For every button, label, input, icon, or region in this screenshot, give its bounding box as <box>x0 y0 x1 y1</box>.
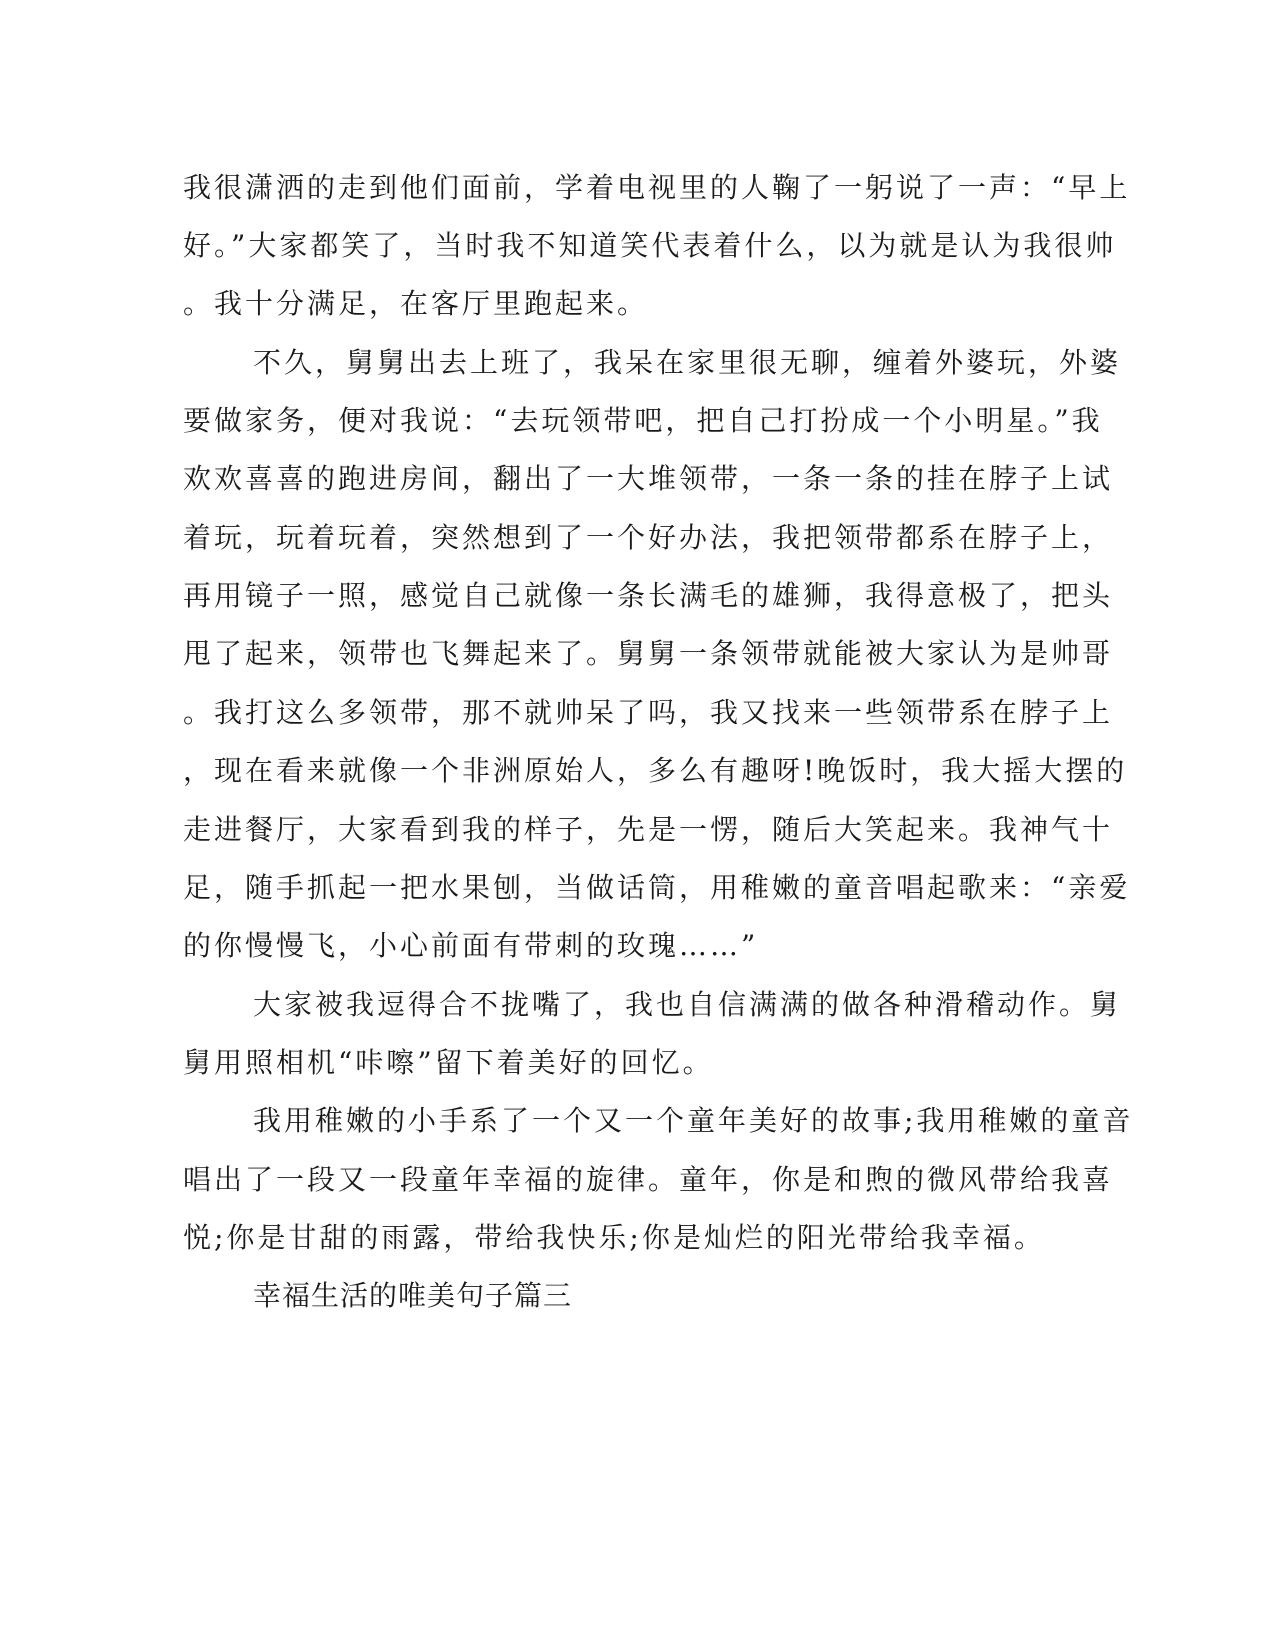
text-line: 。我十分满足，在客厅里跑起来。 <box>183 287 649 320</box>
text-line: 要做家务，便对我说：“去玩领带吧，把自己打扮成一个小明星。”我 <box>183 404 1103 437</box>
text-line: 着玩，玩着玩着，突然想到了一个好办法，我把领带都系在脖子上， <box>183 521 1114 554</box>
section-heading: 幸福生活的唯美句子篇三 <box>253 1279 573 1312</box>
text-line: 甩了起来，领带也飞舞起来了。舅舅一条领带就能被大家认为是帅哥 <box>183 637 1114 670</box>
text-line: ，现在看来就像一个非洲原始人，多么有趣呀!晚饭时，我大摇大摆的 <box>183 754 1128 787</box>
text-line: 欢欢喜喜的跑进房间，翻出了一大堆领带，一条一条的挂在脖子上试 <box>183 462 1114 495</box>
text-line: 我很潇洒的走到他们面前，学着电视里的人鞠了一躬说了一声：“早上 <box>183 171 1131 204</box>
paragraph-first-line: 大家被我逗得合不拢嘴了，我也自信满满的做各种滑稽动作。舅 <box>253 988 1122 1021</box>
text-line: 足，随手抓起一把水果刨，当做话筒，用稚嫩的童音唱起歌来：“亲爱 <box>183 871 1131 904</box>
paragraph-first-line: 我用稚嫩的小手系了一个又一个童年美好的故事;我用稚嫩的童音 <box>253 1104 1134 1137</box>
text-line: 走进餐厅，大家看到我的样子，先是一愣，随后大笑起来。我神气十 <box>183 813 1114 846</box>
text-line: 好。”大家都笑了，当时我不知道笑代表着什么，以为就是认为我很帅 <box>183 229 1117 262</box>
text-line: 再用镜子一照，感觉自己就像一条长满毛的雄狮，我得意极了，把头 <box>183 579 1114 612</box>
text-line: 舅用照相机“咔嚓”留下着美好的回忆。 <box>183 1046 714 1079</box>
text-line: 悦;你是甘甜的雨露，带给我快乐;你是灿烂的阳光带给我幸福。 <box>183 1221 1045 1254</box>
text-line: 。我打这么多领带，那不就帅呆了吗，我又找来一些领带系在脖子上 <box>183 696 1114 729</box>
paragraph-first-line: 不久，舅舅出去上班了，我呆在家里很无聊，缠着外婆玩，外婆 <box>253 346 1122 379</box>
text-line: 的你慢慢飞，小心前面有带刺的玫瑰……” <box>183 929 759 962</box>
text-line: 唱出了一段又一段童年幸福的旋律。童年，你是和煦的微风带给我喜 <box>183 1163 1114 1196</box>
